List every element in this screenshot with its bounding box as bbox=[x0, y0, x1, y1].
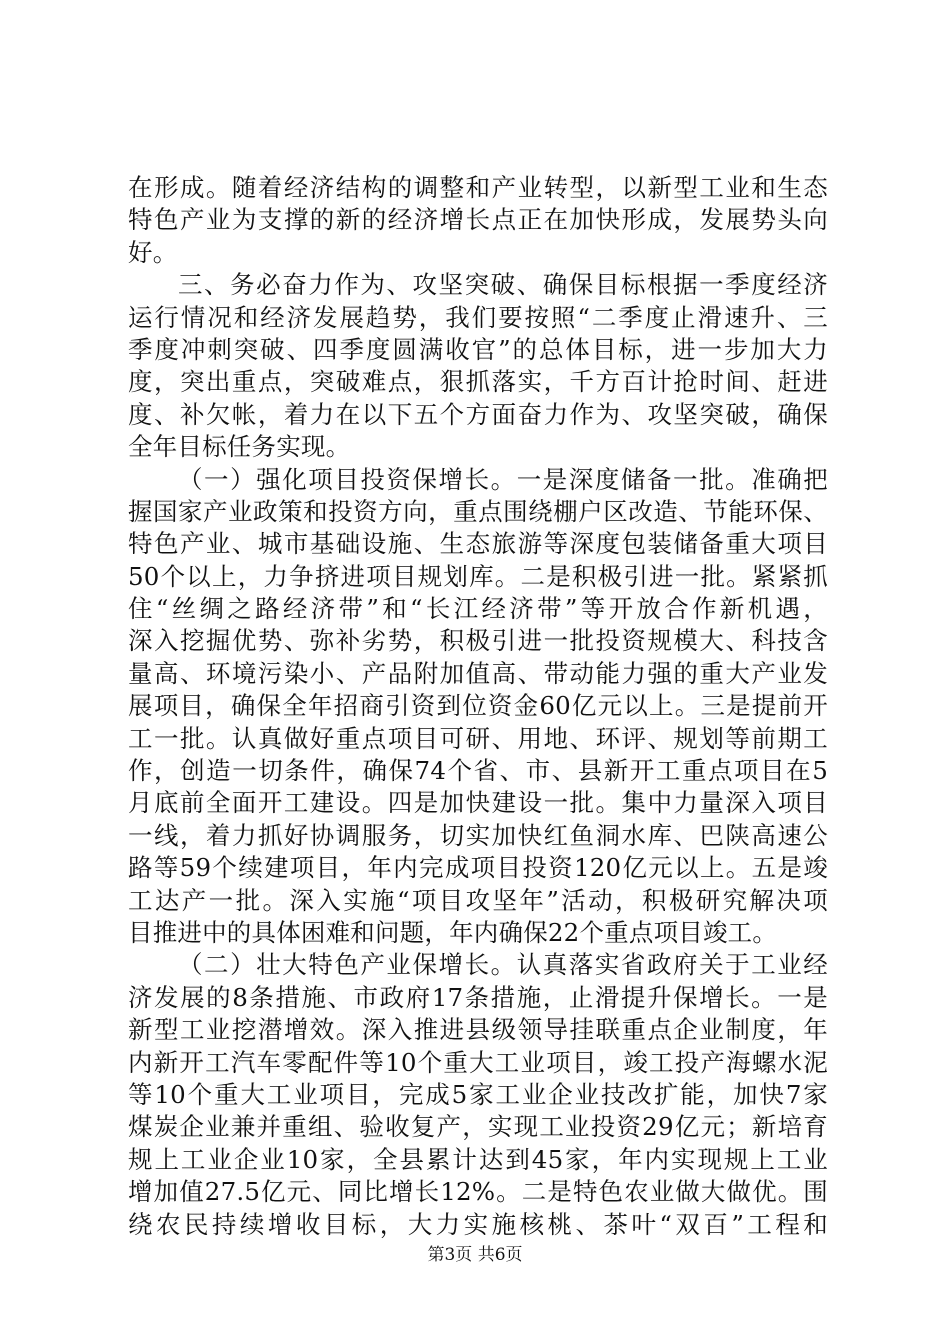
text-line: 煤炭企业兼并重组、验收复产，实现工业投资29亿元；新培育 bbox=[128, 1112, 828, 1142]
text-line: 一线，着力抓好协调服务，切实加快红鱼洞水库、巴陕高速公 bbox=[128, 820, 828, 850]
text-line: 量高、环境污染小、产品附加值高、带动能力强的重大产业发 bbox=[128, 658, 828, 688]
text-line: 握国家产业政策和投资方向，重点围绕棚户区改造、节能环保、 bbox=[128, 496, 828, 526]
text-line: 季度冲刺突破、四季度圆满收官”的总体目标，进一步加大力 bbox=[128, 334, 828, 364]
text-line: 工达产一批。深入实施“项目攻坚年”活动，积极研究解决项 bbox=[128, 885, 828, 915]
text-line: 等10个重大工业项目，完成5家工业企业技改扩能，加快7家 bbox=[128, 1079, 828, 1109]
text-line: 月底前全面开工建设。四是加快建设一批。集中力量深入项目 bbox=[128, 788, 828, 818]
text-line: 新型工业挖潜增效。深入推进县级领导挂联重点企业制度，年 bbox=[128, 1015, 828, 1045]
text-line: 展项目，确保全年招商引资到位资金60亿元以上。三是提前开 bbox=[128, 691, 828, 721]
text-line: 路等59个续建项目，年内完成项目投资120亿元以上。五是竣 bbox=[128, 853, 828, 883]
text-line: 目推进中的具体困难和问题，年内确保22个重点项目竣工。 bbox=[128, 917, 778, 947]
text-line: 住“丝绸之路经济带”和“长江经济带”等开放合作新机遇， bbox=[128, 594, 828, 624]
text-line: 内新开工汽车零配件等10个重大工业项目，竣工投产海螺水泥 bbox=[128, 1047, 828, 1077]
text-line: （一）强化项目投资保增长。一是深度储备一批。准确把 bbox=[178, 464, 828, 494]
text-line: 度，突出重点，突破难点，狠抓落实，千方百计抢时间、赶进 bbox=[128, 367, 828, 397]
text-line: 规上工业企业10家，全县累计达到45家，年内实现规上工业 bbox=[128, 1144, 828, 1174]
text-line: 好。 bbox=[128, 237, 178, 267]
text-line: 在形成。随着经济结构的调整和产业转型，以新型工业和生态 bbox=[128, 173, 828, 202]
text-line: 工一批。认真做好重点项目可研、用地、环评、规划等前期工 bbox=[128, 723, 828, 753]
text-line: 运行情况和经济发展趋势，我们要按照“二季度止滑速升、三 bbox=[128, 302, 828, 332]
text-line: 深入挖掘优势、弥补劣势，积极引进一批投资规模大、科技含 bbox=[128, 626, 828, 656]
text-line: 全年目标任务实现。 bbox=[128, 432, 351, 462]
text-line: 特色产业、城市基础设施、生态旅游等深度包装储备重大项目 bbox=[128, 529, 828, 559]
text-line: 济发展的8条措施、市政府17条措施，止滑提升保增长。一是 bbox=[128, 982, 828, 1012]
document-body bbox=[128, 172, 828, 1241]
text-line: 度、补欠帐，着力在以下五个方面奋力作为、攻坚突破，确保 bbox=[128, 399, 828, 429]
text-line: 增加值27.5亿元、同比增长12%。二是特色农业做大做优。围 bbox=[128, 1177, 828, 1207]
text-line: 三、务必奋力作为、攻坚突破、确保目标根据一季度经济 bbox=[178, 270, 828, 300]
page-footer: 第3页 共6页 bbox=[427, 1245, 523, 1265]
text-line: 50个以上，力争挤进项目规划库。二是积极引进一批。紧紧抓 bbox=[128, 561, 828, 591]
text-line: （二）壮大特色产业保增长。认真落实省政府关于工业经 bbox=[178, 950, 828, 980]
text-line: 绕农民持续增收目标，大力实施核桃、茶叶“双百”工程和 bbox=[128, 1209, 828, 1239]
text-line: 作，创造一切条件，确保74个省、市、县新开工重点项目在5 bbox=[128, 756, 828, 786]
text-line: 特色产业为支撑的新的经济增长点正在加快形成，发展势头向 bbox=[128, 205, 828, 235]
